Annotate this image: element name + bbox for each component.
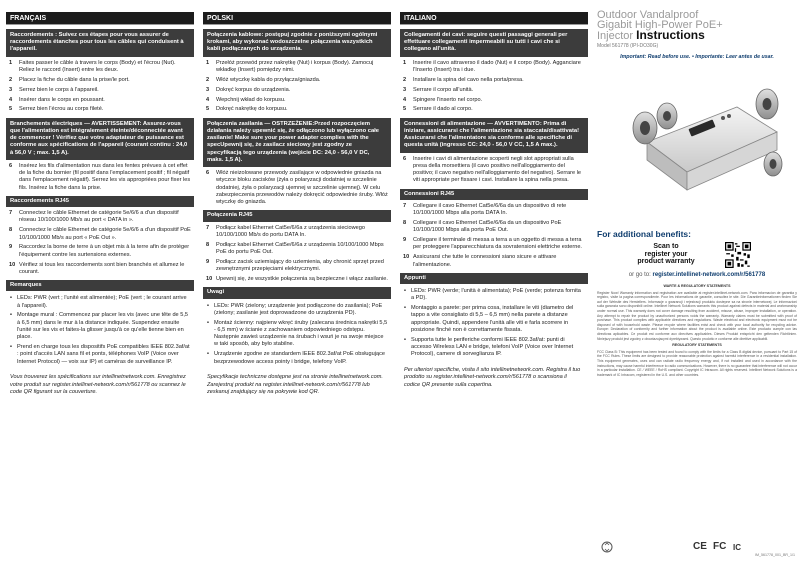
step-number: 10 <box>206 276 213 283</box>
qr-code-icon[interactable] <box>725 242 751 268</box>
step-item <box>206 170 388 206</box>
product-title-instructions: Instructions <box>636 28 705 42</box>
note-text: Prend en charge tous les dispositifs PoE compatibles IEEE 802.3af/at : point d'accès LAN sans fil et ponts, téléphones VoIP (Voice over Internet Protocol) — voix sur IP) et caméras de surveillance IP. <box>17 344 190 365</box>
scan-line-1: Scan to <box>653 243 679 250</box>
note-item <box>404 305 585 334</box>
step-item <box>403 77 585 84</box>
power-steps-list <box>400 153 588 185</box>
step-item <box>206 259 388 274</box>
warranty-body: Register Now! Warranty information and registration are available at register.intellinet-network.com. Para informacion de garantia y registro, visite la pagina correspondiente. Pour les informations de garantie, consultez le site. Die Garantieinformationen finden Sie auf der Website des Herstellers. Informacje o gwarancji i rejestracji produktu dostepne sa na stronie internetowej. Le informazioni sulla garanzia sono disponibili online. Intellinet Network Solutions warrants this product against defects in material and workmanship under normal use. This warranty does not cover damage resulting from accident, misuse, abuse, improper installation, or operation. Any attempt to repair the product by unauthorized persons voids the warranty. Warranty claims must be submitted with proof of purchase. This product complies with applicable directives and regulations. Waste electrical and electronic equipment must not be disposed of with household waste. Please recycle where facilities exist and check with your local authority for recycling advice. Europe: Declaration of conformity and further information about the product is available online. Este producto cumple con las directivas aplicables. Ce produit est conforme aux directives applicables. Dieses Produkt entspricht den geltenden Richtlinien. Niniejszy produkt jest zgodny z obowiazujacymi dyrektywami. Questo prodotto e conforme alle direttive applicabili. <box>597 290 797 341</box>
step-item <box>403 220 585 235</box>
cable-connections-heading: Raccordements : Suivez ces étapes pour vous assurer de raccordements étanches pour tous les câbles qui conduisent à l'appareil. <box>6 29 194 57</box>
step-number: 1 <box>403 59 407 66</box>
product-title-line3 <box>597 30 797 41</box>
step-text: Collegare il cavo Ethernet Cat5e/6/6a da un dispositivo di rete 10/100/1000 Mbps alla porta DATA In. <box>413 202 567 217</box>
rj45-connections-heading: Connessioni RJ45 <box>400 189 588 200</box>
bullet: • <box>207 319 209 326</box>
step-text: Podłącz zacisk uziemiający do uziemienia, aby chronić sprzęt przed zewnętrznymi przepięciami elektrycznymi. <box>216 258 384 273</box>
bullet: • <box>404 288 406 295</box>
note-item <box>207 303 388 318</box>
important-notice: Important: Read before use. • Importante: Leer antes de usar. <box>620 53 774 60</box>
bullet: • <box>207 351 209 358</box>
bullet: • <box>207 302 209 309</box>
step-item <box>403 203 585 218</box>
step-number: 7 <box>9 210 13 217</box>
note-text: Supporta tutte le periferiche conformi IEEE 802.3af/at: punti di accesso Wireless LAN e bridge, telefoni VoIP (Voice over Internet Protocol), camere di sorveglianza IP. <box>411 336 574 358</box>
step-text: Serrare il corpo all'unità. <box>413 86 474 93</box>
fcc-mark: FC <box>713 541 727 552</box>
bullet: • <box>10 295 12 302</box>
step-number: 10 <box>403 254 410 261</box>
step-text: Podłącz kabel Ethernet Cat5e/6/6a z urządzenia 10/100/1000 Mbps PoE do portu PoE Out. <box>216 241 384 256</box>
step-item <box>9 87 191 94</box>
step-text: Serrez bien l'écrou au corps fileté. <box>19 106 104 113</box>
rj45-connections-heading: Połączenia RJ45 <box>203 210 391 221</box>
step-item <box>403 254 585 269</box>
step-item <box>9 106 191 113</box>
step-item <box>206 276 388 283</box>
register-link-line <box>597 272 797 280</box>
benefits-heading: For additional benefits: <box>597 229 691 239</box>
step-text: Dokręć korpus do urządzenia. <box>216 86 291 93</box>
note-text: Montaggio a parete: per prima cosa, installare le viti (diametro del tappo a vite consigliato di 5,5 – 6,5 mm) nella parete a distanze appropriate. Quindi, appendere l'unità alle viti e farla scorrere in posizione finché non è correttamente fissata. <box>411 305 574 333</box>
step-number: 2 <box>403 76 407 83</box>
power-connections-heading: Połączenia zasilania — OSTRZEŻENIE:Przed rozpoczęciem działania należy upewnić się, że odłączono lub wyłączono całe zasilanie! Make sure your power adapter complies with the specUpewnij się, że zasilacz sieciowy jest zgodny ze specyfikacją tego urządzenia (wejście DC: 24,0 - 56,0 V DC, maks. 1,5 A). <box>203 118 391 167</box>
product-title-injector: Injector <box>597 30 634 42</box>
power-connections-heading: Connessioni di alimentazione — AVVERTIMENTO: Prima di iniziare, assicurarsi che l'alimentazione sia staccata/disattivata! Assicurarsi che l'alimentatore sia conforme alle specifiche di questa unità (ingresso CC: 24,0 - 56,0 V CC, 1,5 A max.). <box>400 118 588 153</box>
specifications-footer: Per ulteriori specifiche, visita il sito intellinetnetwork.com. Registra il tuo prodotto su register.intellinet-network.com/r/561778 o scansiona il codice QR presente sulla copertina. <box>404 367 581 388</box>
step-item <box>9 244 191 259</box>
step-number: 4 <box>403 96 407 103</box>
bullet: • <box>10 344 12 351</box>
step-text: Vérifiez si tous les raccordements sont bien branchés et allumez le courant. <box>19 261 185 275</box>
product-title-line2: Gigabit High-Power PoE+ <box>597 19 723 31</box>
note-text: Urządzenie zgodne ze standardem IEEE 802.3af/at PoE obsługujące bezprzewodowe access pointy i bridge, telefony VoIP. <box>214 351 386 365</box>
bullet: • <box>404 336 406 343</box>
note-text: LEDs: PWR (verde; l'unità è alimentata); PoE (verde; potenza fornita a PD). <box>411 288 581 302</box>
scan-text <box>611 243 721 266</box>
step-text: Insérez les fils d'alimentation nus dans les fentes prévues à cet effet de la fiche du bornier (fil positif dans l'emplacement positif ; fil négatif dans l'emplacement négatif). Serrez les vis appropriées pour fixer les fils. Insérez la fiche dans la prise. <box>19 162 191 191</box>
specifications-footer: Specyfikacje techniczne dostępne jest na stronie intellinetnetwork.com. Zarejestruj produkt na register.intellinet-network.com/r/561778 lub zeskanuj znajdujący się na pokrywie kod QR. <box>207 374 383 395</box>
step-item <box>9 227 191 242</box>
notes-heading: Appunti <box>400 273 588 284</box>
step-number: 5 <box>9 106 13 113</box>
step-text: Włóż wtyczkę kabla do przyłącza/gniazda. <box>216 76 321 83</box>
step-number: 10 <box>9 261 16 268</box>
step-number: 9 <box>403 237 407 244</box>
step-item <box>206 60 388 75</box>
notes-list <box>6 291 194 366</box>
step-number: 2 <box>206 76 210 83</box>
step-number: 3 <box>9 86 13 93</box>
step-text: Upewnij się, że wszystkie połączenia są bezpieczne i włącz zasilanie. <box>216 276 388 283</box>
warranty-statements <box>597 282 797 564</box>
note-text: Montage mural : Commencez par placer les vis (avec une tête de 5,5 à 6,5 mm) dans le mur à la distance indiquée. Suspendez ensuite l'unité sur les vis et faites-la glisser jusqu'à ce qu'elle tienne bien en place. <box>17 312 189 341</box>
step-text: Serrare il dado al corpo. <box>413 106 473 113</box>
step-number: 8 <box>403 220 407 227</box>
step-item <box>206 242 388 257</box>
step-number: 9 <box>9 244 13 251</box>
step-number: 8 <box>206 241 210 248</box>
step-number: 4 <box>206 96 210 103</box>
step-text: Placez la fiche du câble dans la prise/le port. <box>19 76 130 83</box>
step-item <box>403 97 585 104</box>
poe-injector-illustration <box>627 72 787 210</box>
ic-mark: IC <box>733 542 741 552</box>
bullet: • <box>404 305 406 312</box>
step-text: Przełóż przewód przez nakrętkę (Nut) i korpus (Body). Zamocuj wkładkę (Insert) pomiędzy nimi. <box>216 59 374 73</box>
step-text: Podłącz kabel Ethernet Cat5e/6/6a z urządzenia sieciowego 10/100/1000 Mb/s do portu DATA In. <box>216 224 365 238</box>
step-text: Serrez bien le corps à l'appareil. <box>19 86 99 93</box>
step-item <box>9 210 191 225</box>
step-number: 4 <box>9 96 13 103</box>
step-number: 1 <box>206 59 210 66</box>
regulatory-body: FCC Class B: This equipment has been tested and found to comply with the limits for a Class B digital device, pursuant to Part 15 of the FCC Rules. These limits are designed to provide reasonable protection against harmful interference in a residential installation. This equipment generates, uses and can radiate radio frequency energy and, if not installed and used in accordance with the instructions, may cause harmful interference to radio communications. However, there is no guarantee that interference will not occur in a particular installation. CE / WEEE / RoHS compliant. Copyright IC Intracom. All rights reserved. Intellinet Network Solutions is a trademark of IC Intracom, registered in the U.S. and other countries. <box>597 349 797 377</box>
note-text: LEDs: PWR (zielony; urządzenie jest podłączone do zasilania); PoE (zielony; zasilanie jest doprowadzone do urządzenia PD). <box>214 302 383 316</box>
step-item <box>206 225 388 240</box>
step-item <box>9 77 191 84</box>
notes-heading: Uwagi <box>203 287 391 298</box>
step-number: 3 <box>206 86 210 93</box>
rj45-connections-heading: Raccordements RJ45 <box>6 196 194 207</box>
product-title-line1: Outdoor Vandalproof <box>597 9 699 21</box>
step-item <box>206 106 388 113</box>
scan-line-3: product warranty <box>637 258 695 266</box>
step-text: Spingere l'inserto nel corpo. <box>413 96 483 103</box>
step-item <box>403 87 585 94</box>
step-number: 7 <box>206 224 210 231</box>
notes-list <box>400 284 588 359</box>
power-steps-list <box>203 167 391 206</box>
note-item <box>10 312 191 341</box>
step-item <box>206 87 388 94</box>
step-text: Raccordez la borne de terre à un objet mis à la terre afin de protéger l'équipement contre les surtensions externes. <box>19 244 190 258</box>
note-item <box>10 344 191 366</box>
rj45-steps-list <box>400 200 588 269</box>
step-number: 3 <box>403 86 407 93</box>
recycle-icon <box>601 541 613 553</box>
step-text: Faites passer le câble à travers le corps (Body) et l'écrou (Nut). Reliez le raccord (Insert) entre les deux. <box>19 59 176 73</box>
step-text: Connectez le câble Ethernet de catégorie 5e/6/6 a d'un dispositif PoE 10/100/1000 Mb/s au port « PoE Out ». <box>19 227 191 241</box>
step-item <box>9 163 191 192</box>
step-number: 5 <box>403 106 407 113</box>
step-item <box>206 77 388 84</box>
step-text: Collegare il terminale di messa a terra a un oggetto di messa a terra per proteggere l'apparecchiatura da sovratensioni elettriche esterne. <box>413 237 582 251</box>
rj45-steps-list <box>6 207 194 276</box>
step-item <box>9 60 191 75</box>
ce-mark: CE <box>693 541 707 552</box>
step-item <box>9 97 191 104</box>
step-item <box>403 237 585 252</box>
certification-logos <box>597 535 797 559</box>
notes-list <box>203 299 391 366</box>
note-text: LEDs: PWR (vert ; l'unité est alimentée); PoE (vert ; le courant arrive à l'appareil). <box>17 295 187 309</box>
bullet: • <box>10 312 12 319</box>
goto-prefix: or go to: <box>628 272 651 278</box>
step-number: 6 <box>403 155 407 162</box>
regulatory-heading: REGULATORY STATEMENTS <box>672 343 722 348</box>
step-item <box>9 262 191 277</box>
note-item <box>207 320 388 349</box>
scan-line-2: register your <box>644 250 688 258</box>
language-header: FRANÇAIS <box>6 12 194 25</box>
step-text: Inserire i cavi di alimentazione scoperti negli slot appropriati sulla presa della morsettiera (il cavo positivo nell'alloggiamento del positivo; il cavo negativo nell'alloggiamento del negativo). Serrare le viti appropriate per fissare i cavi. Installare la spina nella presa. <box>413 155 582 184</box>
note-item <box>207 351 388 366</box>
step-item <box>403 106 585 113</box>
column-italian <box>400 12 588 559</box>
note-item <box>404 288 585 303</box>
step-text: Inserire il cavo attraverso il dado (Nut) e il corpo (Body). Agganciare l'Inserto (Insert) tra i due. <box>413 59 581 73</box>
step-number: 5 <box>206 106 210 113</box>
step-item <box>403 60 585 75</box>
step-number: 9 <box>206 258 210 265</box>
step-text: Wepchnij wkład do korpusu. <box>216 96 286 103</box>
power-steps-list <box>6 160 194 192</box>
step-item <box>403 156 585 185</box>
column-polish <box>203 12 391 559</box>
product-panel <box>597 10 797 559</box>
language-header: POLSKI <box>203 12 391 25</box>
step-item <box>206 97 388 104</box>
note-item <box>404 337 585 359</box>
step-number: 1 <box>9 59 13 66</box>
step-text: Collegare il cavo Ethernet Cat5e/6/6a da un dispositivo PoE 10/100/1000 Mbps alla porta PoE Out. <box>413 220 562 234</box>
step-number: 6 <box>206 170 210 177</box>
model-number: Model 561778 (IPI-DO30G) <box>597 43 659 49</box>
notes-heading: Remarques <box>6 280 194 291</box>
specifications-footer: Vous trouverez les spécifications sur intellinetnetwork.com. Enregistrez votre produit sur register.intellinet-network.com/r/561778 ou scannez le code QR figurant sur la couverture. <box>10 374 186 395</box>
column-french <box>6 12 194 559</box>
step-number: 2 <box>9 76 13 83</box>
benefits-panel <box>597 229 797 278</box>
step-text: Insérer dans le corps en poussant. <box>19 96 105 103</box>
step-text: Dokręć nakrętkę do korpusu. <box>216 106 288 113</box>
step-text: Installare la spina del cavo nella porta/presa. <box>413 76 524 83</box>
language-header: ITALIANO <box>400 12 588 25</box>
cable-steps-list <box>6 57 194 114</box>
rj45-steps-list <box>203 222 391 284</box>
note-item <box>10 295 191 310</box>
step-text: Connectez le câble Ethernet de catégorie 5e/6/6 a d'un dispositif réseau 10/100/1000 Mb/s au port « DATA in ». <box>19 210 179 224</box>
step-number: 8 <box>9 227 13 234</box>
cable-connections-heading: Collegamenti dei cavi: seguire questi passaggi generali per effettuare collegamenti impermeabili su tutti i cavi che si collegano all'unità. <box>400 29 588 57</box>
step-text: Włóż nieizolowane przewody zasilające w odpowiednie gniazda na wtyczce bloku zacisków (żyła o polaryzacji dodatniej w szczelinie dodatniej, żyła o polaryzacji ujemnej w szczelinie ujemnej). W celu zabezpieczenia przewodów należy dokręcić odpowiednie śruby. Włóż wtyczkę do gniazda. <box>216 170 388 206</box>
cable-steps-list <box>203 57 391 114</box>
cable-steps-list <box>400 57 588 114</box>
warranty-heading: WARTE & REGULATORY STATEMENTS <box>663 284 731 288</box>
step-number: 7 <box>403 202 407 209</box>
step-number: 6 <box>9 162 13 169</box>
cable-connections-heading: Połączenia kablowe: postępuj zgodnie z poniższymi ogólnymi krokami, aby wykonać wodoszczelne połączenia wszystkich kabli podłączanych do urządzenia. <box>203 29 391 57</box>
power-connections-heading: Branchements électriques — AVERTISSEMENT: Assurez-vous que l'alimentation est intégralement éteinte/déconnectée avant de commencer ! Vérifiez que votre adaptateur de puissance est conforme aux spécifications de l'appareil (courant continu : 24,0 à 56,0 V ; max. 1,5 A). <box>6 118 194 160</box>
step-text: Assicurarsi che tutte le connessioni siano sicure e attivare l'alimentazione. <box>413 254 557 268</box>
note-text: Montaż ścienny: najpierw wkręć śruby (zalecana średnica nakrętki 5,5 - 6,5 mm) w ścianie z zachowaniem odpowiedniego odstępu. Następnie zawieś urządzenie na śrubach i wsuń je na swoje miejsce w taki sposób, aby było stabilne. <box>214 319 388 348</box>
register-link[interactable]: register.intellinet-network.com/r/561778 <box>652 272 766 278</box>
document-code: IM_561778_001_BR_1/1 <box>755 553 795 558</box>
